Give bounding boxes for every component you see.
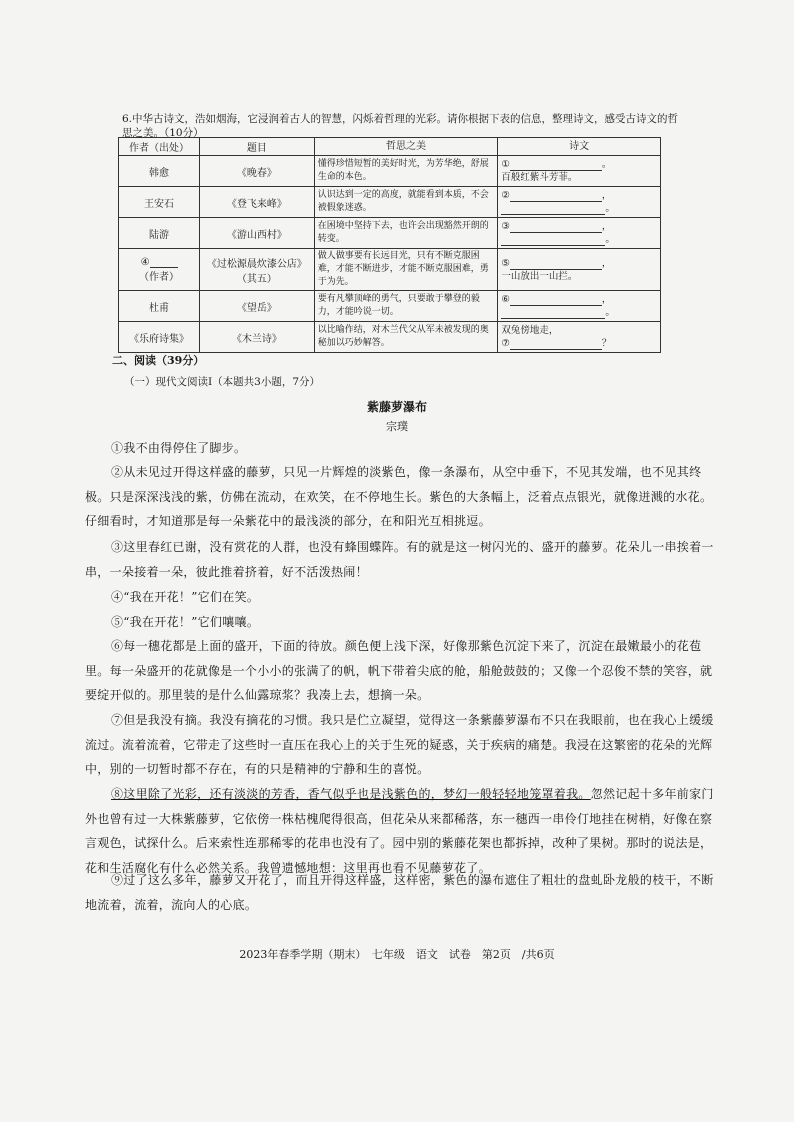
- cell-poem: [498, 156, 661, 187]
- cell-author: 陆游: [119, 218, 200, 249]
- answer-blank[interactable]: [510, 222, 602, 233]
- table-row: [119, 249, 661, 291]
- punct: 。: [605, 307, 615, 318]
- table-row: [119, 218, 661, 249]
- underlined-sentence: ⑧这里除了光彩，还有淡淡的芳香，香气似乎也是浅紫色的，梦幻一般轻轻地笼罩着我。: [111, 787, 591, 801]
- table-row: [119, 156, 661, 187]
- punct: 。: [601, 159, 612, 170]
- cell-idea: 做人做事要有长远目光，只有不断克服困难，才能不断进步，才能不断克服困难，勇于为先。: [314, 249, 498, 291]
- poem-line: 一山放出一山拦。: [501, 270, 578, 282]
- cell-author: 《乐府诗集》: [119, 322, 200, 353]
- punct: ，: [601, 257, 612, 269]
- table-row: [119, 322, 661, 353]
- answer-blank[interactable]: [501, 235, 605, 246]
- poetry-table: [118, 137, 661, 353]
- header-idea: 哲思之美: [314, 138, 498, 156]
- essay-author: 宗璞: [386, 420, 408, 433]
- table-row: [119, 291, 661, 322]
- blank-number: ②: [501, 190, 510, 201]
- answer-blank[interactable]: [510, 295, 602, 306]
- paragraph-text: 忽然记起十多年前家门外也曾有过一大株紫藤萝，它依傍一株枯槐爬得很高，但花朵从来都稀落，东一穗西一串伶仃地挂在树梢，好像在察言观色，试探什么。后来索性连那稀零的花串也没有了。园中别的紫藤花架也都拆掉，改种了果树。那时的说法是，花和生活腐化有什么必然关系。我曾遗憾地想：这里再也看不见藤萝花了。: [85, 787, 714, 875]
- blank-number: ⑤: [501, 257, 510, 269]
- poem-line: 双兔傍地走，: [501, 325, 559, 336]
- cell-author: 杜甫: [119, 291, 200, 322]
- blank-number: ③: [501, 221, 510, 232]
- paragraph: ④“我在开花！”它们在笑。: [111, 590, 260, 604]
- blank-number: ①: [501, 159, 510, 170]
- answer-blank[interactable]: [510, 339, 602, 350]
- paragraph: ②从未见过开得这样盛的藤萝，只见一片辉煌的淡紫色，像一条瀑布，从空中垂下，不见其发端，也不见其终极。只是深深浅浅的紫，仿佛在流动，在欢笑，在不停地生长。紫色的大条幅上，泛着点点银光，就像迸溅的水花。仔细看时，才知道那是每一朵紫花中的最浅淡的部分，在和阳光互相挑逗。: [85, 465, 713, 528]
- cell-idea: 懂得珍惜短暂的美好时光，为芳华绝，舒展生命的本色。: [314, 156, 498, 187]
- question-6-intro: 6.中华古诗文，浩如烟海，它浸润着古人的智慧，闪烁着哲理的光彩。请你根据下表的信息，整理诗文，感受古诗文的哲思之美。（10分）: [122, 113, 679, 139]
- header-title: 题目: [200, 138, 315, 156]
- cell-title: 《登飞来峰》: [200, 187, 315, 218]
- paragraph: ⑨过了这么多年，藤萝又开花了，而且开得这样盛，这样密，紫色的瀑布遮住了粗壮的盘虬卧龙般的枝干，不断地流着，流着，流向人的心底。: [85, 873, 714, 912]
- paragraph: ③这里春红已谢，没有赏花的人群，也没有蜂围蝶阵。有的就是这一树闪光的、盛开的藤萝。花朵儿一串挨着一串，一朵接着一朵，彼此推着挤着，好不活泼热闹！: [85, 540, 714, 579]
- punct: ，: [601, 294, 612, 305]
- blank-number: ⑦: [501, 338, 510, 349]
- answer-blank[interactable]: [510, 259, 602, 270]
- answer-blank[interactable]: [510, 160, 602, 171]
- cell-author: 韩愈: [119, 156, 200, 187]
- answer-blank[interactable]: [501, 308, 605, 319]
- punct: ，: [601, 221, 612, 232]
- cell-poem: [498, 249, 661, 291]
- cell-idea: 要有凡攀顶峰的勇气，只要敢于攀登的毅力，才能吟说一切。: [314, 291, 498, 322]
- punct: 。: [605, 234, 615, 245]
- poem-line: 百般红紫斗芳菲。: [501, 172, 578, 183]
- header-poem: 诗文: [498, 138, 661, 156]
- cell-title: 《晚春》: [200, 156, 315, 187]
- cell-title: 《过松源晨炊漆公店》（其五）: [200, 249, 315, 291]
- answer-blank[interactable]: [501, 204, 605, 215]
- cell-title: 《望岳》: [200, 291, 315, 322]
- paragraph: ①我不由得停住了脚步。: [111, 441, 247, 455]
- cell-idea: 在困境中坚持下去，也许会出现豁然开朗的转变。: [314, 218, 498, 249]
- cell-poem: [498, 291, 661, 322]
- paragraph: [85, 782, 723, 880]
- paragraph: ⑦但是我没有摘。我没有摘花的习惯。我只是伫立凝望，觉得这一条紫藤萝瀑布不只在我眼前，也在我心上缓缓流过。流着流着，它带走了这些时一直压在我心上的关于生死的疑惑，关于疾病的痛楚。我浸在这繁密的花朵的光辉中，别的一切暂时都不存在，有的只是精神的宁静和生的喜悦。: [85, 713, 714, 776]
- subsection-heading: （一）现代文阅读Ⅰ（本题共3小题，7分）: [124, 376, 321, 388]
- header-author: 作者（出处）: [119, 138, 200, 156]
- paragraph: ⑤“我在开花！”它们嚷嚷。: [111, 615, 260, 629]
- cell-idea: 以比喻作结，对木兰代父从军未被发现的奥秘加以巧妙解答。: [314, 322, 498, 353]
- punct: 。: [605, 203, 615, 214]
- cell-author: 王安石: [119, 187, 200, 218]
- cell-idea: 认识达到一定的高度，就能看到本质，不会被假象迷惑。: [314, 187, 498, 218]
- cell-poem: [498, 322, 661, 353]
- page-footer: 2023年春季学期（期末） 七年级 语文 试卷 第2页 /共6页: [239, 948, 555, 961]
- table-header-row: [119, 138, 661, 156]
- punct: ，: [601, 190, 612, 201]
- cell-title: 《木兰诗》: [200, 322, 315, 353]
- cell-poem: [498, 218, 661, 249]
- blank-number: ④: [140, 256, 150, 268]
- paragraph: ⑥每一穗花都是上面的盛开，下面的待放。颜色便上浅下深，好像那紫色沉淀下来了，沉淀在最嫩最小的花苞里。每一朵盛开的花就像是一个小小的张满了的帆，帆下带着尖底的舱，船舱鼓鼓的；又像一个忍俊不禁的笑容，就要绽开似的。那里装的是什么仙露琼浆？我凑上去，想摘一朵。: [85, 639, 713, 702]
- cell-author: [119, 249, 200, 291]
- answer-blank[interactable]: [150, 257, 178, 268]
- answer-blank[interactable]: [510, 191, 602, 202]
- section-heading: 二、阅读（39分）: [112, 354, 205, 367]
- punct: ？: [601, 338, 612, 349]
- blank-number: ⑥: [501, 294, 510, 305]
- author-suffix: （作者）: [139, 271, 180, 283]
- cell-title: 《游山西村》: [200, 218, 315, 249]
- cell-poem: [498, 187, 661, 218]
- essay-title: 紫藤萝瀑布: [366, 400, 427, 414]
- table-row: [119, 187, 661, 218]
